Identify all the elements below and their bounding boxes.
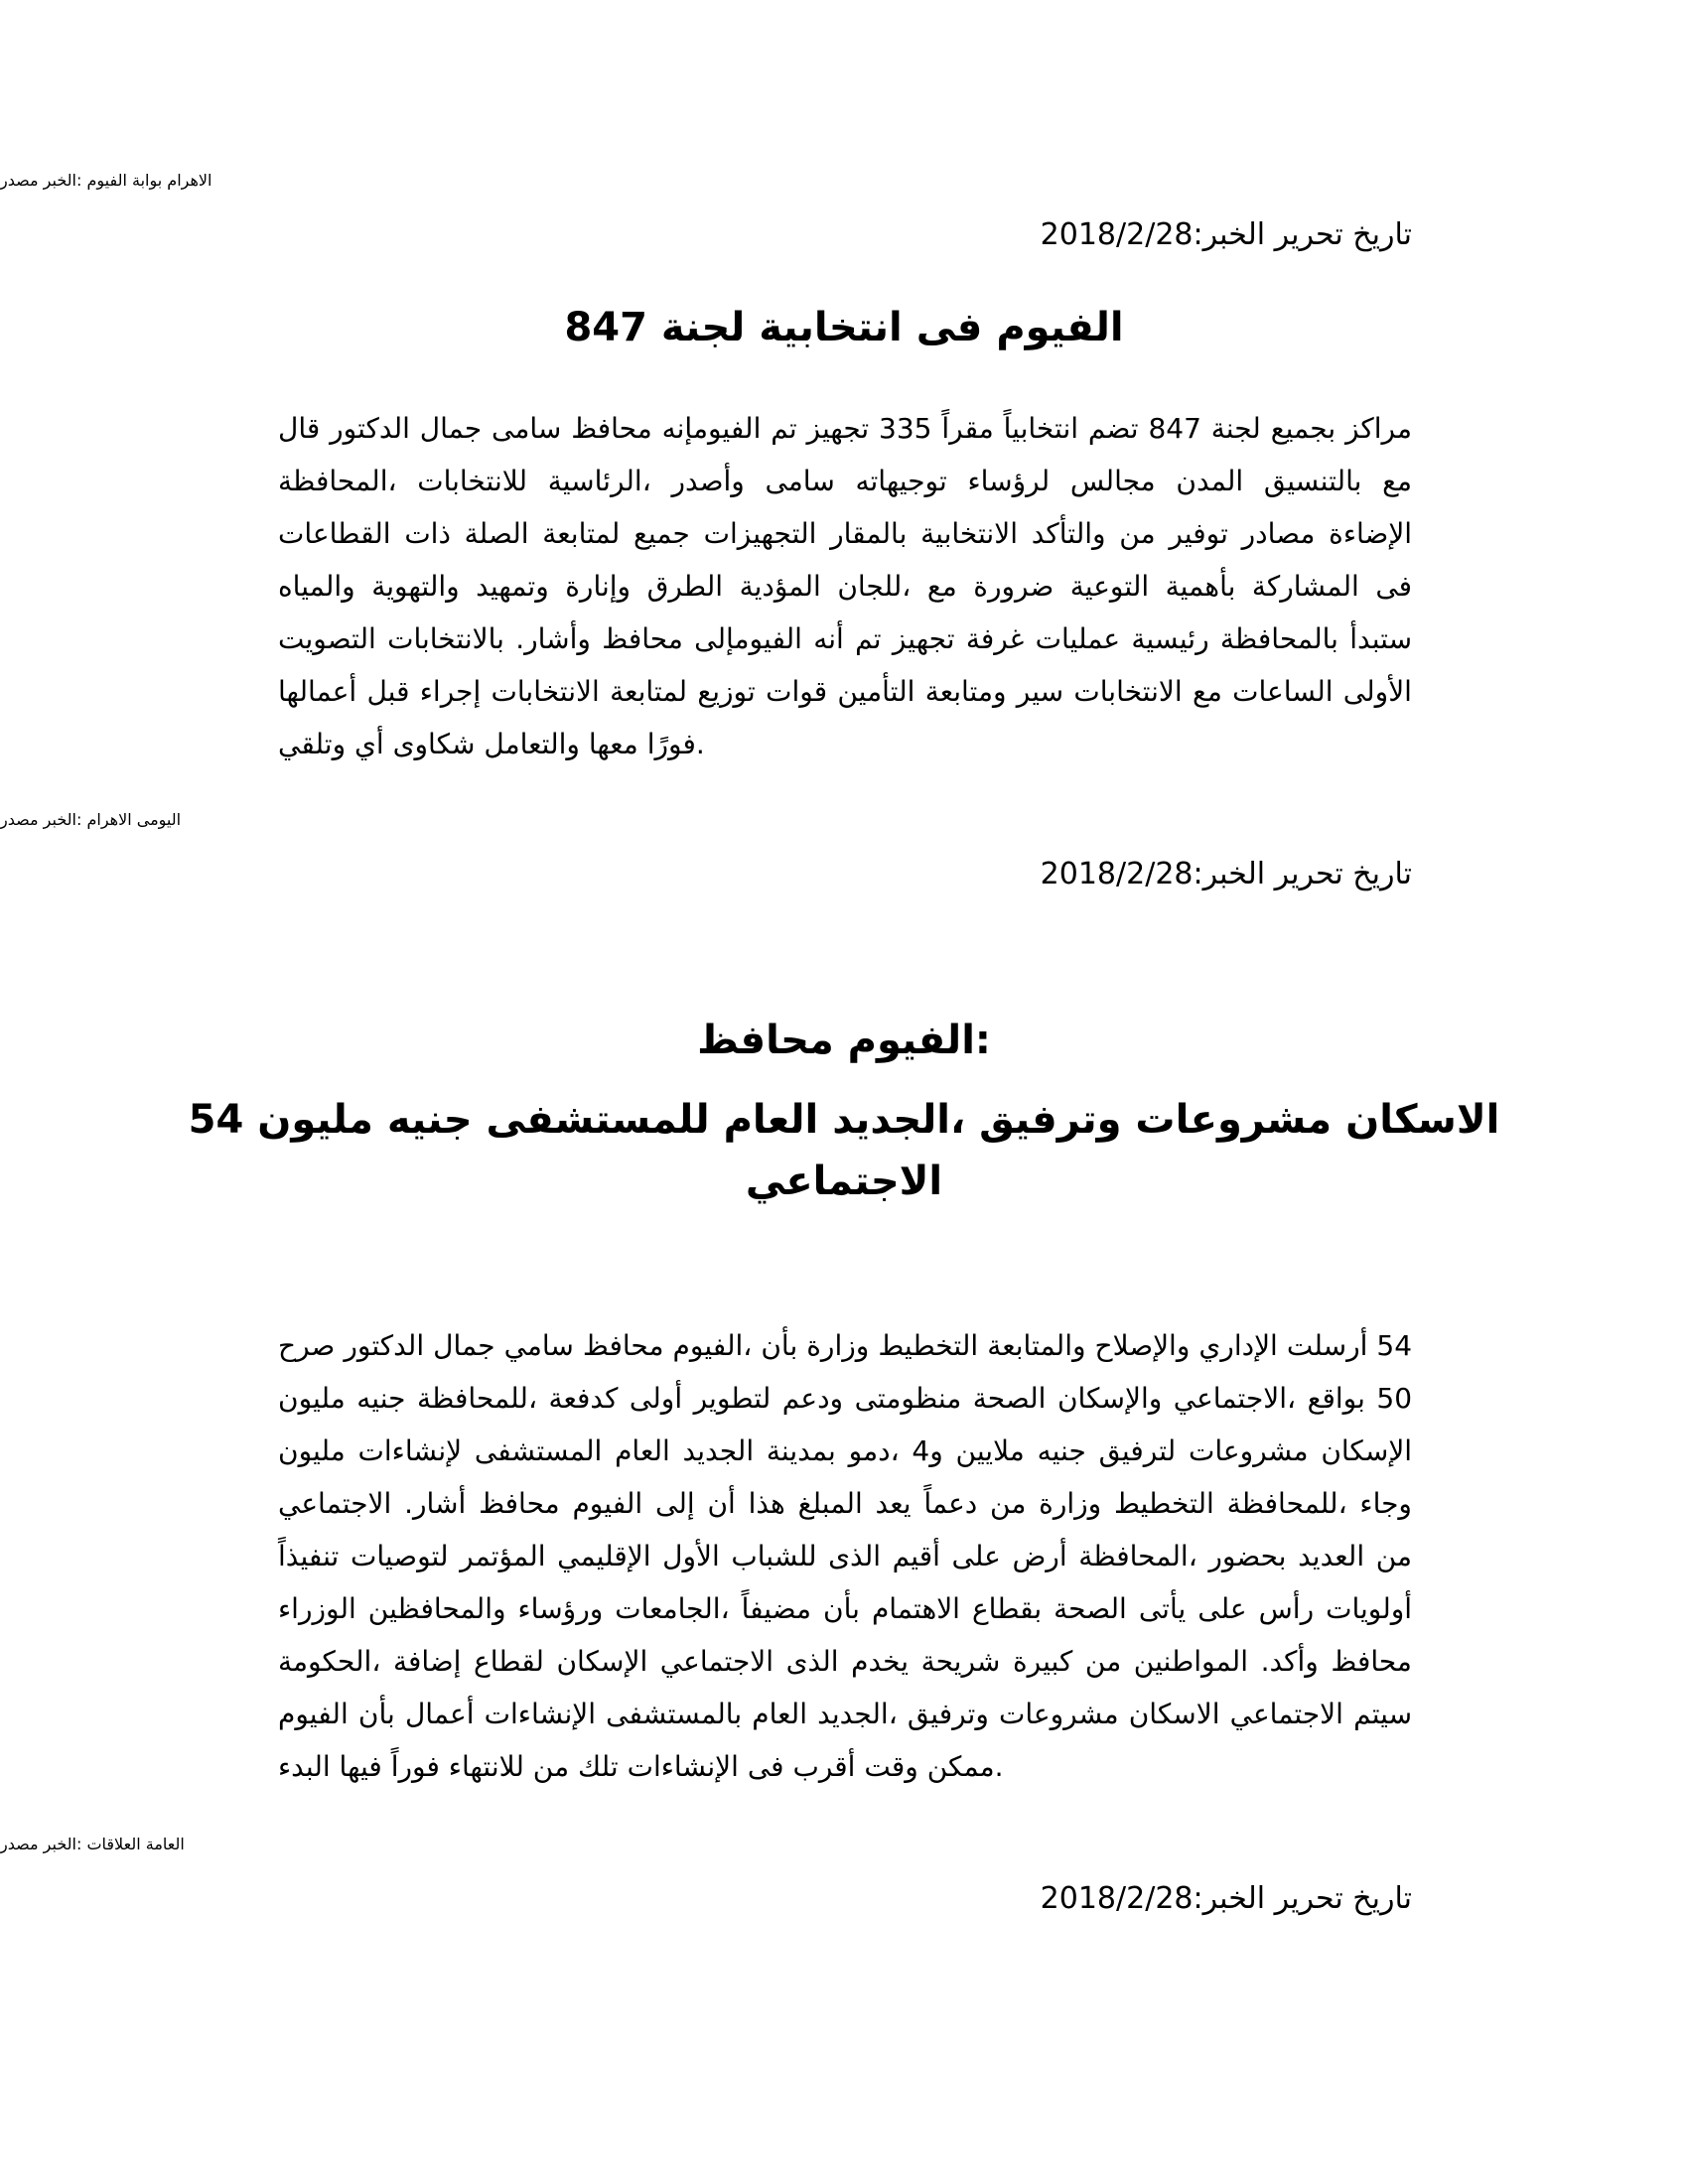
word: الإنشاءات: [484, 1698, 597, 1730]
word: والإسكان: [1056, 1382, 1163, 1415]
word: يعد: [875, 1487, 912, 1520]
word: محافظ: [1331, 1645, 1412, 1678]
word: لتوصيات: [350, 1540, 449, 1572]
word: الإنشاءات: [627, 1750, 739, 1783]
word: ممكن.: [926, 1750, 1004, 1783]
word: الفيومإلى: [694, 622, 802, 655]
word: تنفيذاً: [278, 1540, 340, 1572]
word: 847: [564, 305, 647, 350]
date-line-3: تاريخ تحرير الخبر:2018/2/28: [1040, 1881, 1412, 1916]
word: جنيه: [1037, 1434, 1086, 1467]
word: دمو،: [848, 1434, 900, 1467]
word: أعمالها: [278, 675, 357, 708]
word: الصحة: [1054, 1592, 1127, 1625]
word: الفيوم: [996, 305, 1124, 350]
word: معها: [588, 728, 638, 760]
word: وجاء: [1359, 1487, 1412, 1520]
word: الاجتماعي: [1229, 1698, 1343, 1730]
word: للانتخابات: [417, 465, 527, 497]
word: ودعم: [781, 1382, 844, 1415]
word: لقطاع: [473, 1645, 544, 1678]
word: وترفيق: [907, 1698, 989, 1730]
word: سيتم: [1353, 1698, 1413, 1730]
word: سير: [1016, 675, 1064, 708]
word: تم: [855, 622, 882, 655]
word: بالمحافظة: [1219, 622, 1338, 655]
word: الجديد: [682, 1434, 755, 1467]
word: العام: [752, 1698, 807, 1730]
word: فى: [915, 305, 983, 350]
word: بالمقار: [830, 517, 908, 550]
word: العديد: [1298, 1540, 1365, 1572]
word: لجنة: [660, 305, 746, 350]
word: مليون: [278, 1382, 346, 1415]
word: القطاعات: [278, 517, 391, 550]
word: والتعامل: [484, 728, 580, 760]
word: لمتابعة: [610, 675, 688, 708]
word: محافظ: [602, 622, 683, 655]
word: الاهرام: [167, 171, 212, 190]
word: من: [532, 1750, 570, 1783]
word: بأن: [761, 1329, 798, 1362]
word: إلى: [654, 1487, 695, 1520]
word: الجديد،: [832, 1097, 966, 1143]
word: جميع: [633, 517, 690, 550]
word: عمليات: [1035, 622, 1121, 655]
word: التصويت: [278, 622, 376, 655]
word: مع: [1192, 675, 1222, 708]
word: لجنة: [1210, 412, 1261, 445]
word: الإداري: [1198, 1329, 1278, 1362]
word: للمحافظة،: [1226, 1487, 1347, 1520]
word: الانتخابات: [491, 675, 600, 708]
word: بالمستشفى: [606, 1698, 743, 1730]
word: توفير: [1169, 517, 1228, 550]
headline-2: [0, 1010, 1688, 1071]
word: والإصلاح: [1094, 1329, 1191, 1362]
word: سامي: [503, 1329, 574, 1362]
word: الطرق: [646, 570, 724, 603]
word: الاهرام: [86, 810, 132, 829]
word: مشروعات: [1135, 1097, 1333, 1143]
word: من: [1119, 517, 1156, 550]
word: .وأكد: [1260, 1645, 1319, 1678]
word: انتخابية: [759, 305, 903, 350]
word: العام: [723, 1097, 819, 1143]
word: كدفعة: [548, 1382, 619, 1415]
word: العام: [615, 1434, 670, 1467]
word: وأصدر: [671, 465, 745, 497]
word: العامة: [145, 1835, 185, 1853]
word: المدن: [1176, 465, 1244, 497]
word: إضافة: [392, 1645, 462, 1678]
word: على: [951, 1540, 1001, 1572]
word: 54: [1376, 1329, 1413, 1362]
word: الانتخابية: [920, 517, 1018, 550]
word: الإسكان: [1321, 1434, 1413, 1467]
word: التأمين: [837, 675, 915, 708]
word: أن: [707, 1487, 736, 1520]
word: إجراء: [419, 675, 482, 708]
word: .أشار: [404, 1487, 467, 1520]
word: سامى: [765, 465, 835, 497]
word: الصلة: [464, 517, 529, 550]
word: التخطيط: [878, 1329, 979, 1362]
word: قال: [278, 412, 321, 445]
word: تضم: [1087, 412, 1139, 445]
word: الاسكان: [1345, 1097, 1500, 1143]
word: 335: [879, 412, 932, 445]
word: جنيه: [356, 1382, 406, 1415]
word: جنيه: [386, 1097, 473, 1143]
word: الفيوم،: [672, 1329, 753, 1362]
word: مليون: [278, 1434, 346, 1467]
word: و4: [912, 1434, 943, 1467]
word: أي: [354, 728, 384, 760]
word: والمتابعة: [987, 1329, 1086, 1362]
word: تم: [771, 412, 797, 445]
word: الأول: [662, 1540, 720, 1572]
word: أولويات: [1326, 1592, 1413, 1625]
word: المستشفى: [474, 1434, 603, 1467]
word: التجهيزات: [703, 517, 817, 550]
date-line-1: تاريخ تحرير الخبر:2018/2/28: [1040, 217, 1412, 252]
word: وزارة: [806, 1329, 870, 1362]
word: لرؤساء: [967, 465, 1051, 497]
word: الاجتماعي،: [1173, 1382, 1297, 1415]
word: تجهيز: [892, 622, 955, 655]
word: فى: [1375, 570, 1413, 603]
word: أولى: [629, 1382, 683, 1415]
word: يخدم: [851, 1645, 910, 1678]
word: أقيم: [892, 1540, 940, 1572]
word: الذى: [785, 1645, 839, 1678]
word: مضيفاً: [741, 1592, 812, 1625]
word: للجان،: [837, 570, 912, 603]
word: الاجتماعي: [745, 1159, 943, 1204]
source-line-2: [0, 810, 1688, 829]
word: والمياه: [278, 570, 355, 603]
word: غرفة: [965, 622, 1025, 655]
word: الفيومإنه: [661, 412, 762, 445]
word: بالتنسيق: [1263, 465, 1362, 497]
word: بأهمية: [1165, 570, 1236, 603]
source-line-3: [0, 1835, 1688, 1853]
word: وتلقي: [278, 728, 347, 760]
word: الجديد،: [817, 1698, 898, 1730]
word: قوات: [766, 675, 828, 708]
body-paragraph-1: [0, 402, 1688, 770]
word: جمال: [419, 412, 483, 445]
word: مصادر: [1241, 517, 1316, 550]
word: من: [1375, 1540, 1413, 1572]
word: ومتابعة: [924, 675, 1007, 708]
word: ضرورة: [973, 570, 1055, 603]
word: قبل: [366, 675, 410, 708]
word: رأس: [1258, 1592, 1315, 1625]
word: مع: [1382, 465, 1413, 497]
word: مصدر: [0, 1835, 39, 1853]
word: بقطاع: [971, 1592, 1043, 1625]
word: والمحافظين: [367, 1592, 506, 1625]
word: على: [1197, 1592, 1247, 1625]
word: الحكومة،: [278, 1645, 381, 1678]
word: انتخابياً: [1003, 412, 1079, 445]
word: توجيهاته: [855, 465, 947, 497]
word: للمستشفى: [486, 1097, 710, 1143]
word: للانتهاء: [448, 1750, 524, 1783]
word: بجميع: [1270, 412, 1336, 445]
word: مع: [926, 570, 957, 603]
word: ذات: [404, 517, 451, 550]
word: الأولى: [1342, 675, 1412, 708]
word: شكاوى: [392, 728, 476, 760]
word: بمدينة: [766, 1434, 836, 1467]
word: التخطيط: [1113, 1487, 1214, 1520]
word: رئيسية: [1131, 622, 1209, 655]
word: فورًا.: [646, 728, 705, 760]
word: المواطنين: [1133, 1645, 1248, 1678]
word: بالانتخابات: [387, 622, 504, 655]
word: دعماً: [923, 1487, 978, 1520]
word: بواقع: [1307, 1382, 1365, 1415]
word: الصحة: [972, 1382, 1047, 1415]
word: من: [1084, 1645, 1122, 1678]
word: الفيوم: [278, 1698, 349, 1730]
word: وزارة: [1039, 1487, 1102, 1520]
word: والتهوية: [371, 570, 460, 603]
word: والتأكد: [1031, 517, 1106, 550]
word: الاجتماعي: [278, 1487, 392, 1520]
word: المحافظة،: [1078, 1540, 1197, 1572]
source-line-1: [0, 0, 1688, 190]
word: الانتخابات: [1073, 675, 1183, 708]
word: الوزراء: [278, 1592, 356, 1625]
word: 50: [1376, 1382, 1413, 1415]
date-line-2: تاريخ تحرير الخبر:2018/2/28: [1040, 857, 1412, 891]
word: لترفيق: [1098, 1434, 1177, 1467]
word: كبيرة: [1012, 1645, 1073, 1678]
word: تجهيز: [806, 412, 870, 445]
word: صرح: [278, 1329, 336, 1362]
word: 847: [1148, 412, 1201, 445]
word: الساعات: [1232, 675, 1334, 708]
word: مشروعات: [999, 1698, 1119, 1730]
word: هذا: [748, 1487, 785, 1520]
word: الإسكان: [556, 1645, 648, 1678]
word: مصدر: [0, 810, 39, 829]
word: فى: [747, 1750, 784, 1783]
word: بحضور: [1208, 1540, 1287, 1572]
word: لتطوير: [693, 1382, 772, 1415]
word: فوراً: [390, 1750, 440, 1783]
word: المبلغ: [797, 1487, 863, 1520]
word: شريحة: [920, 1645, 1001, 1678]
word: الخبر:: [43, 1835, 82, 1853]
word: الإضاءة: [1329, 517, 1413, 550]
body-paragraph-2: [0, 1319, 1688, 1793]
word: محافظ: [697, 1018, 834, 1063]
word: فيها: [339, 1750, 382, 1783]
word: لمتابعة: [542, 517, 621, 550]
word: الاجتماعي: [659, 1645, 774, 1678]
word: المشاركة: [1251, 570, 1359, 603]
word: بأن: [357, 1698, 395, 1730]
word: ورؤساء: [517, 1592, 604, 1625]
word: الخبر:: [43, 171, 82, 190]
word: مليون: [257, 1097, 373, 1143]
word: 54: [188, 1097, 244, 1143]
word: مقراً: [941, 412, 994, 445]
word: الدكتور: [344, 1329, 425, 1362]
word: من: [990, 1487, 1027, 1520]
word: لإنشاءات: [357, 1434, 463, 1467]
word: محافظ: [582, 1329, 664, 1362]
word: أرض: [1012, 1540, 1067, 1572]
word: ستبدأ: [1349, 622, 1413, 655]
word: يأتى: [1138, 1592, 1187, 1625]
headline-1: [0, 297, 1688, 358]
headline-3: [0, 1089, 1688, 1212]
word: مشروعات: [1188, 1434, 1309, 1467]
word: توزيع: [697, 675, 756, 708]
word: مراكز: [1344, 412, 1412, 445]
word: مجالس: [1069, 465, 1156, 497]
word: العلاقات: [86, 1835, 141, 1853]
word: التوعية: [1069, 570, 1150, 603]
word: أقرب: [792, 1750, 856, 1783]
word: مصدر: [0, 171, 39, 190]
word: الدكتور: [330, 412, 410, 445]
word: وإنارة: [565, 570, 632, 603]
word: الذى: [828, 1540, 882, 1572]
word: محافظ: [571, 412, 652, 445]
word: للشباب: [731, 1540, 817, 1572]
word: الاسكان: [1128, 1698, 1220, 1730]
word: الفيوم:: [847, 1018, 991, 1063]
word: بوابة: [131, 171, 163, 190]
word: المحافظة،: [278, 465, 397, 497]
word: ملايين: [955, 1434, 1025, 1467]
word: الاهتمام: [871, 1592, 960, 1625]
word: الرئاسية،: [547, 465, 651, 497]
word: وقت: [864, 1750, 918, 1783]
word: تلك: [578, 1750, 619, 1783]
word: الإقليمي: [557, 1540, 651, 1572]
word: البدء: [278, 1750, 331, 1783]
word: .وأشار: [515, 622, 591, 655]
word: أعمال: [404, 1698, 475, 1730]
word: المؤتمر: [460, 1540, 546, 1572]
word: محافظ: [479, 1487, 560, 1520]
word: أنه: [813, 622, 844, 655]
word: المؤدية: [739, 570, 821, 603]
word: أرسلت: [1286, 1329, 1368, 1362]
word: سامى: [492, 412, 562, 445]
word: الفيوم: [572, 1487, 643, 1520]
word: الخبر:: [43, 810, 82, 829]
word: وترفيق: [979, 1097, 1122, 1143]
word: بأن: [823, 1592, 860, 1625]
word: وتمهيد: [476, 570, 549, 603]
word: للمحافظة،: [416, 1382, 537, 1415]
word: اليومى: [136, 810, 182, 829]
word: الفيوم: [86, 171, 127, 190]
word: الجامعات،: [615, 1592, 730, 1625]
word: منظومتى: [854, 1382, 962, 1415]
word: جمال: [433, 1329, 495, 1362]
